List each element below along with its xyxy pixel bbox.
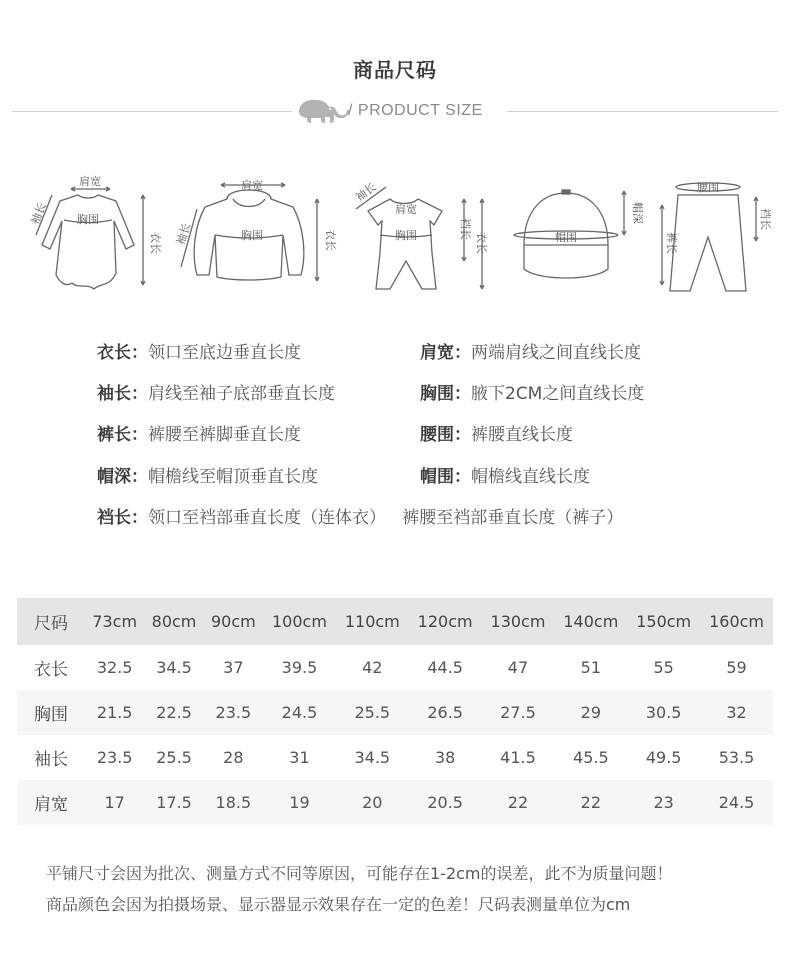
pants-crotch-label: 裆长	[759, 208, 772, 230]
dress-chest-label: 胸围	[77, 213, 99, 226]
table-cell: 25.5	[156, 748, 192, 767]
def-hat-depth	[97, 462, 318, 487]
header-cell: 130cm	[482, 598, 555, 645]
header-cell: 73cm	[85, 598, 144, 645]
def-key: 帽深：	[97, 467, 148, 487]
hat-depth-label: 帽深	[631, 202, 644, 224]
header-cell: 140cm	[554, 598, 627, 645]
table-cell: 51	[580, 658, 601, 677]
table-cell: 59	[726, 658, 747, 677]
table-cell: 27.5	[482, 690, 555, 735]
def-key: 袖长：	[97, 384, 148, 404]
romper-diagram	[350, 165, 500, 300]
table-cell: 30.5	[627, 690, 700, 735]
table-cell: 38	[434, 748, 456, 767]
def-desc: 肩线至袖子底部垂直长度	[148, 384, 335, 404]
def-hat-circumference	[420, 462, 590, 487]
def-shoulder	[420, 338, 641, 363]
def-key: 腰围：	[420, 425, 471, 445]
dress-diagram	[28, 165, 163, 300]
table-cell: 20	[336, 780, 409, 825]
dress-sleeve-label: 袖长	[28, 201, 49, 227]
def-desc: 两端肩线之间直线长度	[471, 343, 641, 363]
def-chest	[420, 379, 644, 404]
def-desc: 帽檐线至帽顶垂直长度	[148, 467, 318, 487]
page-title: 商品尺码	[353, 58, 437, 82]
romper-shoulder-label: 肩宽	[395, 203, 417, 216]
table-row	[17, 780, 773, 825]
row-label: 肩宽	[17, 780, 85, 825]
table-cell: 55	[653, 658, 674, 677]
def-length	[97, 338, 301, 363]
table-cell: 44.5	[427, 658, 463, 677]
def-desc: 腋下2CM之间直线长度	[471, 384, 645, 404]
row-label: 袖长	[34, 750, 68, 770]
measurement-diagrams	[0, 165, 790, 300]
def-desc: 领口至裆部垂直长度（连体衣） 裤腰至裆部垂直长度（裤子）	[148, 508, 624, 528]
table-cell: 22.5	[144, 690, 203, 735]
table-cell: 24.5	[700, 780, 773, 825]
size-table-header	[17, 598, 773, 645]
table-cell: 32	[700, 690, 773, 735]
table-cell: 31	[289, 748, 310, 767]
pants-waist-label: 腰围	[697, 181, 719, 194]
header-cell: 150cm	[627, 598, 700, 645]
def-key: 帽围：	[420, 467, 471, 487]
table-cell: 21.5	[85, 690, 144, 735]
hoodie-diagram	[175, 165, 335, 300]
header-cell: 110cm	[336, 598, 409, 645]
pants-length-label: 裤长	[665, 232, 678, 254]
def-desc: 领口至底边垂直长度	[148, 343, 301, 363]
def-key: 肩宽：	[420, 343, 471, 363]
def-key: 裆长：	[97, 508, 148, 528]
table-cell: 39.5	[281, 658, 318, 677]
header-cell: 100cm	[263, 598, 336, 645]
note-line: 平铺尺寸会因为批次、测量方式不同等原因，可能存在1-2cm的误差，此不为质量问题！	[46, 864, 673, 883]
divider-right	[507, 111, 778, 112]
table-cell: 49.5	[645, 748, 682, 767]
table-cell: 22	[554, 780, 627, 825]
romper-chest-label: 胸围	[395, 229, 417, 242]
header-cell: 120cm	[409, 598, 482, 645]
row-label: 胸围	[17, 690, 85, 735]
romper-sleeve-label: 袖长	[353, 180, 379, 204]
dress-shoulder-label: 肩宽	[79, 175, 101, 188]
dress-length-label: 衣长	[149, 232, 162, 254]
hat-circumference-label: 帽围	[555, 231, 577, 244]
def-waist	[420, 420, 573, 445]
table-cell: 41.5	[500, 748, 536, 767]
table-cell: 18.5	[204, 780, 263, 825]
table-cell: 29	[554, 690, 627, 735]
def-crotch	[97, 503, 623, 528]
table-cell: 45.5	[573, 748, 609, 767]
def-key: 裤长：	[97, 425, 148, 445]
romper-crotch-label: 裆长	[459, 218, 472, 240]
table-cell: 53.5	[718, 748, 755, 767]
elephant-icon	[297, 98, 355, 126]
table-cell: 22	[482, 780, 555, 825]
def-desc: 裤腰至裤脚垂直长度	[148, 425, 301, 445]
hoodie-chest-label: 胸围	[241, 229, 263, 242]
def-key: 衣长：	[97, 343, 148, 363]
def-desc: 裤腰直线长度	[471, 425, 573, 445]
def-desc: 帽檐线直线长度	[471, 467, 590, 487]
size-notes	[46, 858, 673, 920]
table-row	[17, 645, 773, 690]
table-cell: 42	[362, 658, 383, 677]
table-cell: 17	[85, 780, 144, 825]
table-cell: 47	[507, 658, 529, 677]
hoodie-shoulder-label: 肩宽	[241, 179, 263, 192]
pants-diagram	[650, 165, 780, 300]
header-cell: 尺码	[17, 598, 85, 645]
table-row	[17, 735, 773, 780]
table-cell: 19	[263, 780, 336, 825]
table-cell: 32.5	[96, 658, 133, 677]
table-cell: 23	[627, 780, 700, 825]
size-table	[17, 598, 773, 825]
def-key: 胸围：	[420, 384, 471, 404]
table-cell: 20.5	[409, 780, 482, 825]
row-label: 衣长	[34, 660, 68, 680]
def-sleeve	[97, 379, 335, 404]
table-cell: 26.5	[409, 690, 482, 735]
hat-diagram	[508, 165, 643, 300]
page-subtitle: / PRODUCT SIZE	[348, 102, 483, 119]
hoodie-sleeve-label: 袖长	[174, 221, 194, 247]
table-cell: 23.5	[96, 748, 133, 767]
header-cell: 80cm	[144, 598, 203, 645]
table-cell: 17.5	[144, 780, 203, 825]
table-cell: 37	[223, 658, 244, 677]
header-cell: 160cm	[700, 598, 773, 645]
table-cell: 28	[223, 748, 244, 767]
table-cell: 34.5	[156, 658, 192, 677]
note-line: 商品颜色会因为拍摄场景、显示器显示效果存在一定的色差！尺码表测量单位为cm	[46, 895, 631, 914]
subtitle-row	[12, 98, 778, 128]
table-cell: 24.5	[263, 690, 336, 735]
table-row	[17, 690, 773, 735]
table-cell: 25.5	[336, 690, 409, 735]
header-cell: 90cm	[204, 598, 263, 645]
table-cell: 23.5	[204, 690, 263, 735]
def-pants-length	[97, 420, 301, 445]
romper-length-label: 衣长	[475, 232, 488, 254]
divider-left	[12, 111, 292, 112]
hoodie-length-label: 衣长	[324, 229, 337, 251]
table-cell: 34.5	[354, 748, 391, 767]
